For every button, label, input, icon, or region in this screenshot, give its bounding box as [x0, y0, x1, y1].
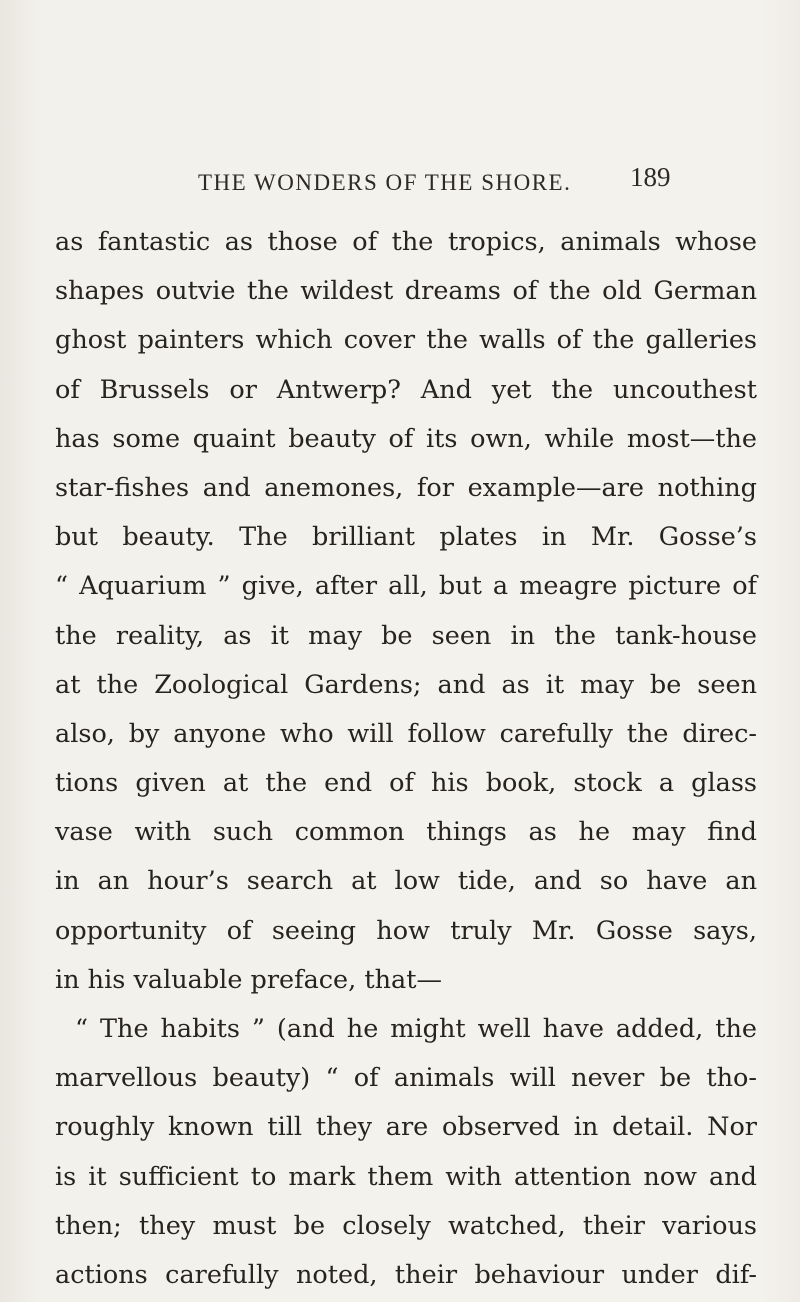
quotation-line: is it sufficient to mark them with attention now and — [55, 1161, 757, 1192]
text-line: but beauty. The brilliant plates in Mr. Gosse’s — [55, 522, 757, 553]
body-text — [55, 218, 757, 1300]
text-line: has some quaint beauty of its own, while most—the — [55, 423, 757, 454]
quotation-line: roughly known till they are observed in detail. Nor — [55, 1112, 757, 1143]
text-line: star-fishes and anemones, for example—are nothing — [55, 472, 757, 503]
text-line: in his valuable preface, that— — [55, 964, 442, 995]
text-line: in an hour’s search at low tide, and so have an — [55, 866, 757, 897]
text-line: of Brussels or Antwerp? And yet the uncouthest — [55, 374, 757, 405]
quotation-line: then; they must be closely watched, their various — [55, 1210, 757, 1241]
text-line: also, by anyone who will follow carefully the direc- — [55, 718, 757, 749]
text-line: at the Zoological Gardens; and as it may be seen — [55, 669, 757, 700]
text-line: opportunity of seeing how truly Mr. Gosse says, — [55, 915, 757, 946]
quotation-line: actions carefully noted, their behaviour under dif- — [55, 1259, 757, 1290]
text-line: shapes outvie the wildest dreams of the old German — [55, 276, 757, 307]
page-number: 189 — [630, 162, 671, 192]
text-line: the reality, as it may be seen in the tank-house — [55, 620, 757, 651]
text-line: as fantastic as those of the tropics, animals whose — [55, 227, 757, 257]
text-line: ghost painters which cover the walls of the galleries — [55, 325, 757, 356]
running-head: THE WONDERS OF THE SHORE. — [198, 170, 572, 195]
text-line: “ Aquarium ” give, after all, but a meagre picture of — [55, 571, 757, 602]
quotation-line: marvellous beauty) “ of animals will never be tho- — [55, 1063, 757, 1094]
quotation-line: “ The habits ” (and he might well have added, the — [75, 1014, 757, 1044]
text-line: vase with such common things as he may find — [55, 817, 757, 848]
text-line: tions given at the end of his book, stock a glass — [55, 768, 757, 799]
